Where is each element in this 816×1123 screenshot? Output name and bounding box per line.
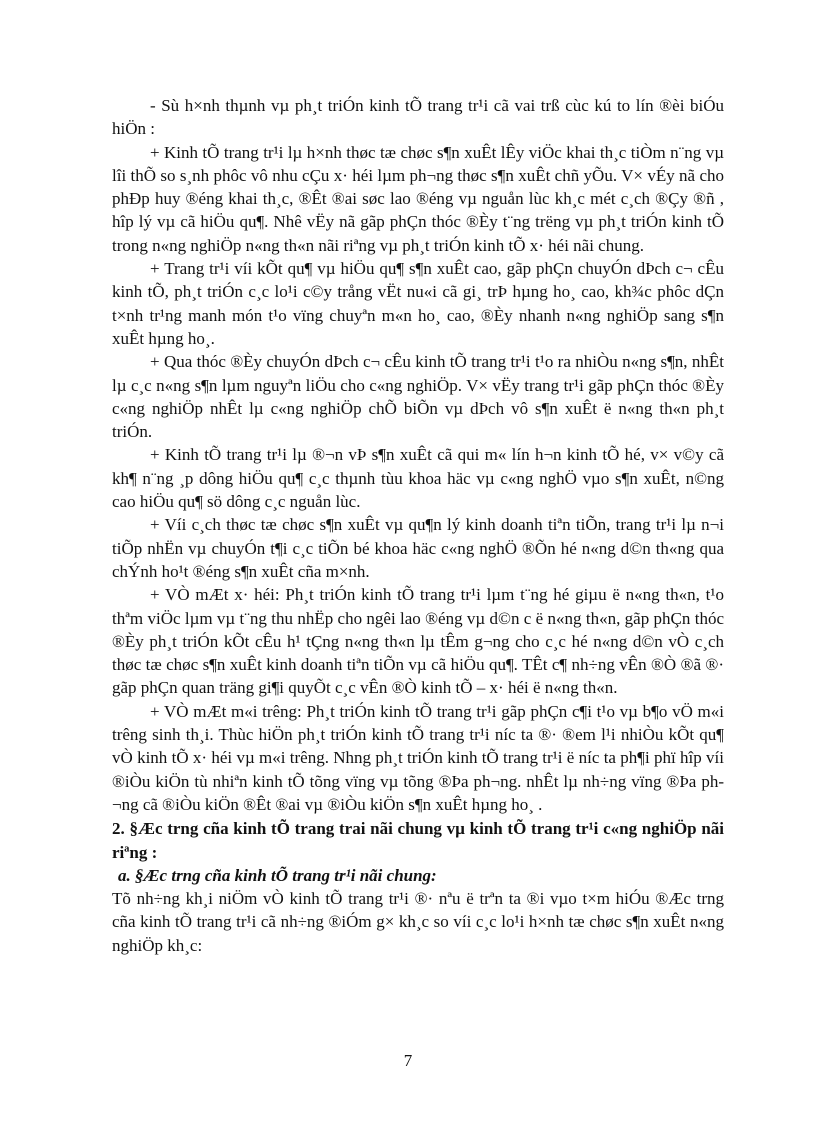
- paragraph-point-3: + Qua thóc ®Èy chuyÓn dÞch c¬ cÊu kinh tÕ trang tr¹i t¹o ra nhiÒu n«ng s¶n, nhÊt lµ c¸c n«ng s¶n lµm nguyªn liÖu cho c«ng nghiÖp. V× vËy trang tr¹i gãp phÇn thóc ®Èy c«ng nghiÖp nhÊt lµ c«ng nghiÖp chÕ biÕn vµ dÞch vô s¶n xuÊt ë n«ng th«n ph¸t triÓn.: [112, 352, 724, 442]
- paragraph-point-7: + VÒ mÆt m«i trêng: Ph¸t triÓn kinh tÕ trang tr¹i gãp phÇn c¶i t¹o vµ b¶o vÖ m«i trêng sinh th¸i. Thùc hiÖn ph¸t triÓn kinh tÕ trang tr¹i níc ta ®· ®em l¹i nhiÒu kÕt qu¶ vÒ kinh tÕ x· héi vµ m«i trêng. Nhng ph¸t triÓn kinh tÕ trang tr¹i ë níc ta ph¶i phï hîp víi ®iÒu kiÖn tù nhiªn kinh tÕ tõng vïng vµ tõng ®Þa ph¬ng. nhÊt lµ nh÷ng vïng ®Þa ph¬ng cã ®iÒu kiÖn ®Êt ®ai vµ ®iÒu kiÖn s¶n xuÊt hµng ho¸ .: [112, 701, 724, 814]
- paragraph-point-1: + Kinh tÕ trang tr¹i lµ h×nh thøc tæ chøc s¶n xuÊt lÊy viÖc khai th¸c tiÒm n¨ng vµ lîi thÕ so s¸nh phôc vô nhu cÇu x· héi lµm ph¬ng thøc s¶n xuÊt chñ yÕu. V× vÉy nã cho phÐp huy ®éng khai th¸c, ®Êt ®ai søc lao ®éng vµ nguån lùc kh¸c mét c¸ch ®Çy ®ñ , hîp lý vµ cã hiÖu qu¶. Nhê vËy nã gãp phÇn thóc ®Èy t¨ng trëng vµ ph¸t triÓn kinh tÕ trong n«ng nghiÖp n«ng th«n nãi riªng vµ ph¸t triÓn kinh tÕ x· héi nãi chung.: [112, 142, 724, 255]
- paragraph-point-6: + VÒ mÆt x· héi: Ph¸t triÓn kinh tÕ trang tr¹i lµm t¨ng hé giµu ë n«ng th«n, t¹o thªm viÖc lµm vµ t¨ng thu nhËp cho ngêi lao ®éng vµ d©n c ë n«ng th«n, gãp phÇn thóc ®Èy ph¸t triÓn kÕt cÊu h¹ tÇng n«ng th«n lµ tÊm g¬ng cho c¸c hé n«ng d©n vÒ c¸ch thøc tæ chøc s¶n xuÊt kinh doanh tiªn tiÕn vµ cã hiÖu qu¶. TÊt c¶ nh÷ng vÊn ®Ò ®ã ®· gãp phÇn quan träng gi¶i quyÕt c¸c vÊn ®Ò kinh tÕ – x· héi ë n«ng th«n.: [112, 585, 724, 698]
- paragraph-point-4: + Kinh tÕ trang tr¹i lµ ®¬n vÞ s¶n xuÊt cã qui m« lín h¬n kinh tÕ hé, v× v©y cã kh¶ n¨ng ¸p dông hiÖu qu¶ c¸c thµnh tùu khoa häc vµ c«ng nghÖ vµo s¶n xuÊt, n©ng cao hiÖu qu¶ sö dông c¸c nguån lùc.: [112, 445, 724, 512]
- paragraph-point-2: + Trang tr¹i víi kÕt qu¶ vµ hiÖu qu¶ s¶n xuÊt cao, gãp phÇn chuyÓn dÞch c¬ cÊu kinh tÕ, ph¸t triÓn c¸c lo¹i c©y trång vËt nu«i cã gi¸ trÞ hµng ho¸ cao, kh¾c phôc dÇn t×nh tr¹ng manh món t¹o vïng chuyªn m«n ho¸ cao, ®Èy nhanh n«ng nghiÖp sang s¶n xuÊt hµng ho¸.: [112, 259, 724, 348]
- subsection-heading: a. §Æc trng cña kinh tÕ trang tr¹i nãi chung:: [118, 865, 437, 885]
- section-heading: 2. §Æc trng cña kinh tÕ trang trai nãi chung vµ kinh tÕ trang tr¹i c«ng nghiÖp nãi riªng :: [112, 819, 724, 862]
- paragraph-point-5: + Víi c¸ch thøc tæ chøc s¶n xuÊt vµ qu¶n lý kinh doanh tiªn tiÕn, trang tr¹i lµ n¬i tiÕp nhËn vµ chuyÓn t¶i c¸c tiÕn bé khoa häc c«ng nghÖ ®Õn hé n«ng d©n th«ng qua chÝnh ho¹t ®éng s¶n xuÊt cña m×nh.: [112, 515, 724, 581]
- page-number: 7: [403, 1051, 413, 1070]
- paragraph-intro: - Sù h×nh thµnh vµ ph¸t triÓn kinh tÕ trang tr¹i cã vai trß cùc kú to lín ®èi biÓu hiÖn :: [112, 96, 724, 139]
- document-body: [112, 94, 724, 957]
- paragraph-final: Tõ nh÷ng kh¸i niÖm vÒ kinh tÕ trang tr¹i ®· nªu ë trªn ta ®i vµo t×m hiÓu ®Æc trng cña kinh tÕ trang tr¹i cã nh÷ng ®iÓm g× kh¸c so víi c¸c lo¹i h×nh tæ chøc s¶n xuÊt n«ng nghiÖp kh¸c:: [112, 889, 724, 955]
